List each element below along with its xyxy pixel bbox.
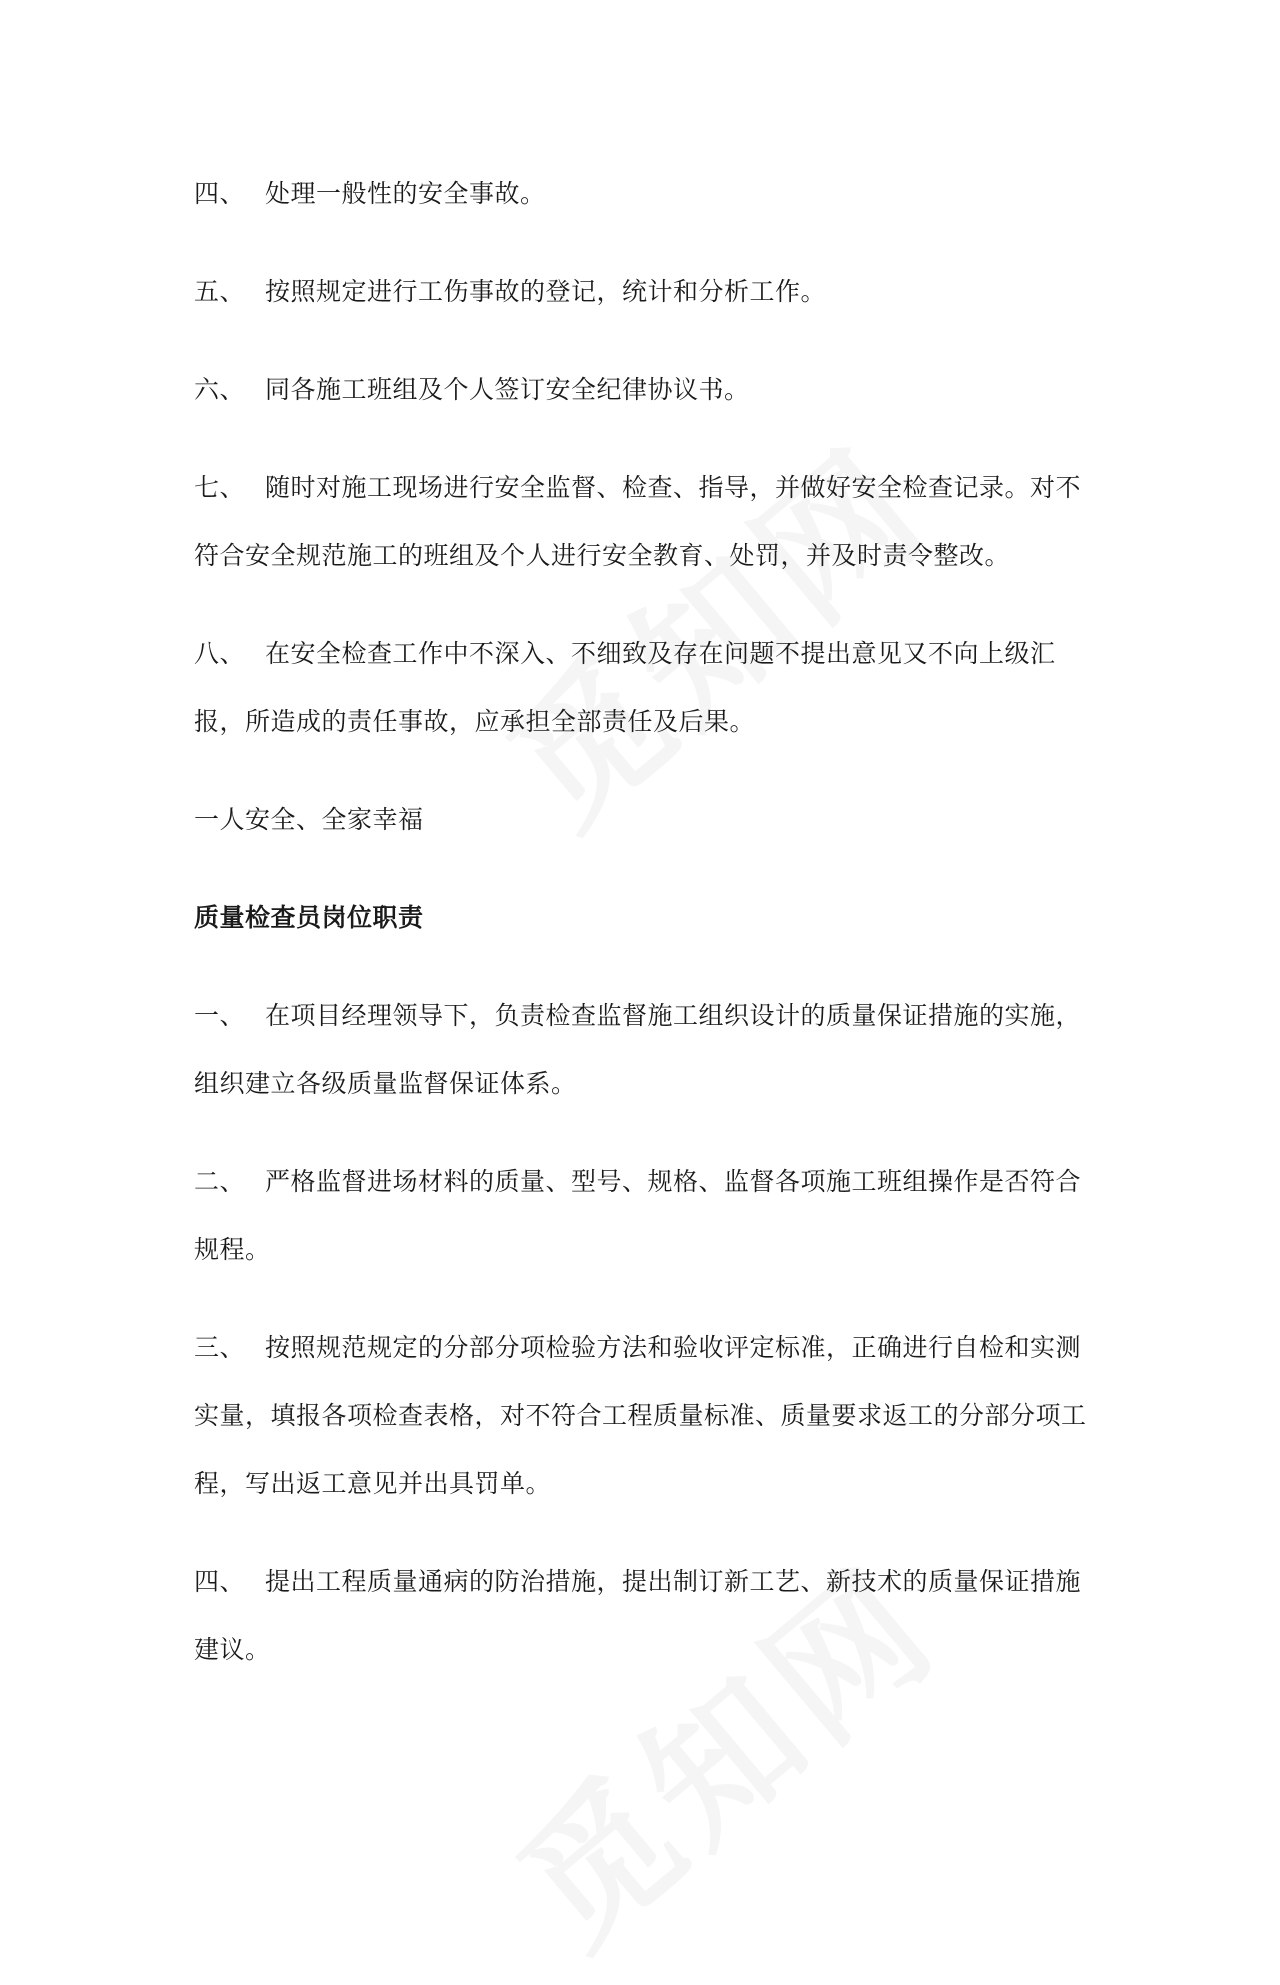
list-item: [194, 160, 1099, 228]
item-text: 同各施工班组及个人签订安全纪律协议书。: [265, 375, 750, 404]
section-title: 质量检查员岗位职责: [194, 903, 424, 932]
list-item: [194, 982, 1099, 1118]
list-item: [194, 620, 1099, 756]
list-item: [194, 356, 1099, 424]
document-body: [194, 160, 1099, 1714]
list-item: [194, 454, 1099, 590]
item-text: 提出工程质量通病的防治措施，提出制订新工艺、新技术的质量保证措施建议。: [194, 1567, 1082, 1664]
list-item: [194, 258, 1099, 326]
item-number: 八、: [194, 639, 246, 668]
item-number: 三、: [194, 1333, 246, 1362]
item-text: 严格监督进场材料的质量、型号、规格、监督各项施工班组操作是否符合规程。: [194, 1167, 1082, 1264]
item-text: 按照规定进行工伤事故的登记，统计和分析工作。: [265, 277, 827, 306]
item-number: 二、: [194, 1167, 246, 1196]
item-number: 四、: [194, 1567, 246, 1596]
list-item: [194, 1548, 1099, 1684]
item-number: 七、: [194, 473, 246, 502]
item-text: 处理一般性的安全事故。: [265, 179, 546, 208]
item-number: 一、: [194, 1001, 246, 1030]
item-text: 按照规范规定的分部分项检验方法和验收评定标准，正确进行自检和实测实量，填报各项检查表格，对不符合工程质量标准、质量要求返工的分部分项工程，写出返工意见并出具罚单。: [194, 1333, 1087, 1498]
list-item: [194, 1314, 1099, 1518]
item-number: 四、: [194, 179, 246, 208]
slogan: 一人安全、全家幸福: [194, 805, 424, 834]
list-item: [194, 1148, 1099, 1284]
item-text: 在项目经理领导下，负责检查监督施工组织设计的质量保证措施的实施，组织建立各级质量监督保证体系。: [194, 1001, 1082, 1098]
item-number: 六、: [194, 375, 246, 404]
item-text: 在安全检查工作中不深入、不细致及存在问题不提出意见又不向上级汇报，所造成的责任事故，应承担全部责任及后果。: [194, 639, 1056, 736]
item-number: 五、: [194, 277, 246, 306]
item-text: 随时对施工现场进行安全监督、检查、指导，并做好安全检查记录。对不符合安全规范施工的班组及个人进行安全教育、处罚，并及时责令整改。: [194, 473, 1082, 570]
